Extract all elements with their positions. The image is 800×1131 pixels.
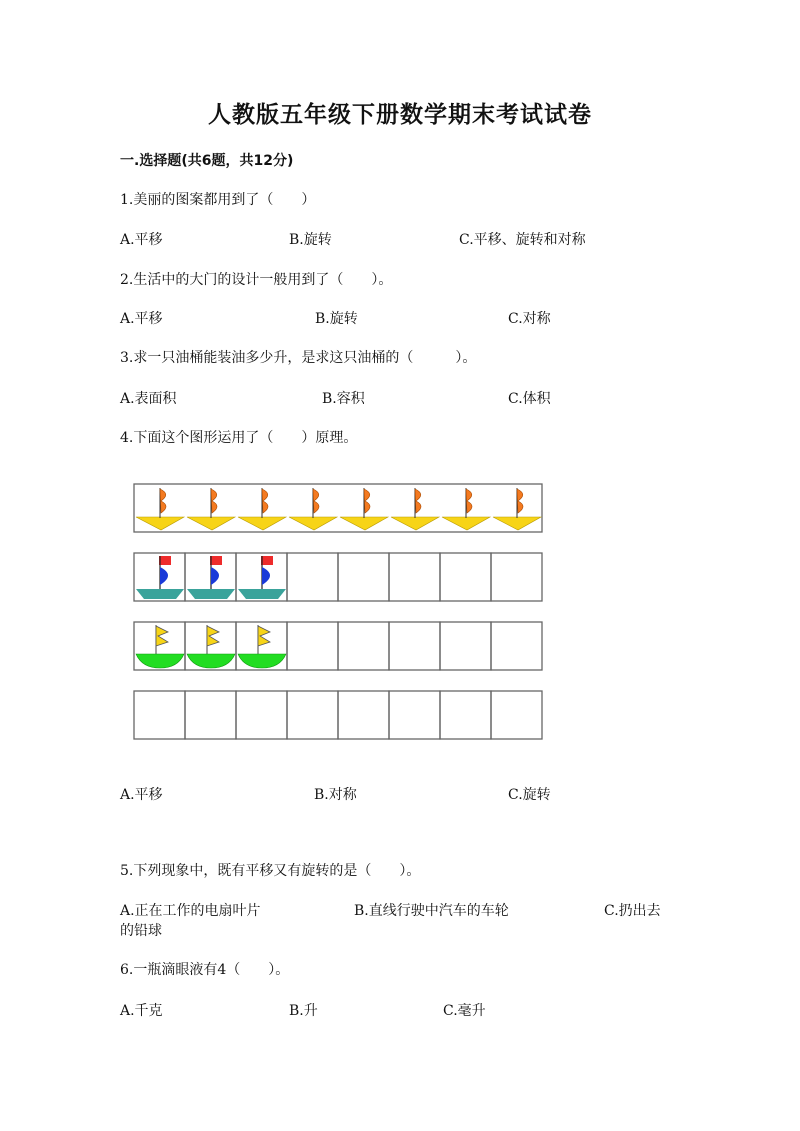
q2-option-a: A.平移 [120, 311, 163, 327]
teal-hull [238, 589, 286, 599]
yellow-sail-boat-shape [136, 625, 184, 668]
green-hull [238, 654, 286, 668]
grid-cell [440, 622, 491, 670]
q5-option-a: A.正在工作的电扇叶片 [120, 903, 261, 919]
q2-option-c: C.对称 [508, 311, 551, 327]
grid-cell [287, 622, 338, 670]
red-flag [210, 556, 222, 565]
grid-cell [338, 553, 389, 601]
q4-option-b: B.对称 [314, 787, 357, 803]
yellow-hull [442, 517, 490, 530]
yellow-hull [289, 517, 337, 530]
question-4: 4.下面这个图形运用了（ ）原理。 [120, 430, 358, 446]
yellow-hull [340, 517, 388, 530]
blue-sail-boat-shape [238, 556, 286, 599]
orange-flag [517, 489, 523, 513]
grid-cell [185, 691, 236, 739]
orange-flag [313, 489, 319, 513]
blue-sail-boat-shape [187, 556, 235, 599]
red-flag [261, 556, 273, 565]
yellow-flag [258, 626, 270, 646]
grid-cell [134, 691, 185, 739]
grid-cell [389, 553, 440, 601]
grid-cell [491, 691, 542, 739]
grid-cell [287, 553, 338, 601]
green-hull [187, 654, 235, 668]
section-heading: 一.选择题(共6题，共12分) [120, 153, 294, 169]
q1-option-a: A.平移 [120, 232, 163, 248]
grid-cell [440, 691, 491, 739]
q1-option-c: C.平移、旋转和对称 [459, 232, 586, 248]
yellow-hull [391, 517, 439, 530]
grid-cell [236, 691, 287, 739]
q4-option-c: C.旋转 [508, 787, 551, 803]
question-6: 6.一瓶滴眼液有4（ ）。 [120, 962, 290, 978]
yellow-flag [156, 626, 168, 646]
yellow-hull [187, 517, 235, 530]
flag-boat-shape [340, 488, 388, 530]
grid-cell [287, 691, 338, 739]
question-1: 1.美丽的图案都用到了（ ） [120, 192, 316, 208]
q5-option-c-wrap: 的铅球 [120, 923, 162, 939]
q6-option-c: C.毫升 [443, 1003, 486, 1019]
q6-option-a: A.千克 [120, 1003, 163, 1019]
grid-cell [338, 691, 389, 739]
orange-flag [211, 489, 217, 513]
q3-option-a: A.表面积 [120, 391, 177, 407]
q5-option-c: C.扔出去 [604, 903, 661, 919]
page-title: 人教版五年级下册数学期末考试试卷 [208, 101, 592, 128]
yellow-hull [493, 517, 541, 530]
blue-sail-boat-shape [136, 556, 184, 599]
yellow-hull [136, 517, 184, 530]
blue-sail [160, 567, 168, 585]
teal-hull [187, 589, 235, 599]
yellow-sail-boat-shape [238, 625, 286, 668]
grid-cell [389, 691, 440, 739]
yellow-hull [238, 517, 286, 530]
flag-boat-shape [493, 488, 541, 530]
flag-boat-shape [187, 488, 235, 530]
question-5: 5.下列现象中，既有平移又有旋转的是（ ）。 [120, 863, 421, 879]
teal-hull [136, 589, 184, 599]
q6-option-b: B.升 [289, 1003, 318, 1019]
orange-flag [466, 489, 472, 513]
flag-boat-shape [289, 488, 337, 530]
yellow-flag [207, 626, 219, 646]
translation-figure [130, 480, 550, 745]
question-3: 3.求一只油桶能装油多少升，是求这只油桶的（ ）。 [120, 350, 477, 366]
flag-boat-shape [136, 488, 184, 530]
grid-cell [491, 553, 542, 601]
blue-sail [262, 567, 270, 585]
q2-option-b: B.旋转 [315, 311, 358, 327]
grid-cell [491, 622, 542, 670]
red-flag [159, 556, 171, 565]
orange-flag [415, 489, 421, 513]
grid-cell [338, 622, 389, 670]
green-hull [136, 654, 184, 668]
flag-boat-shape [391, 488, 439, 530]
question-2: 2.生活中的大门的设计一般用到了（ ）。 [120, 272, 393, 288]
blue-sail [211, 567, 219, 585]
q3-option-b: B.容积 [322, 391, 365, 407]
grid-cell [440, 553, 491, 601]
q4-option-a: A.平移 [120, 787, 163, 803]
grid-cell [389, 622, 440, 670]
q1-option-b: B.旋转 [289, 232, 332, 248]
q3-option-c: C.体积 [508, 391, 551, 407]
yellow-sail-boat-shape [187, 625, 235, 668]
q5-option-b: B.直线行驶中汽车的车轮 [354, 903, 509, 919]
figure-row-frame [134, 484, 542, 532]
flag-boat-shape [238, 488, 286, 530]
flag-boat-shape [442, 488, 490, 530]
orange-flag [262, 489, 268, 513]
orange-flag [160, 489, 166, 513]
orange-flag [364, 489, 370, 513]
